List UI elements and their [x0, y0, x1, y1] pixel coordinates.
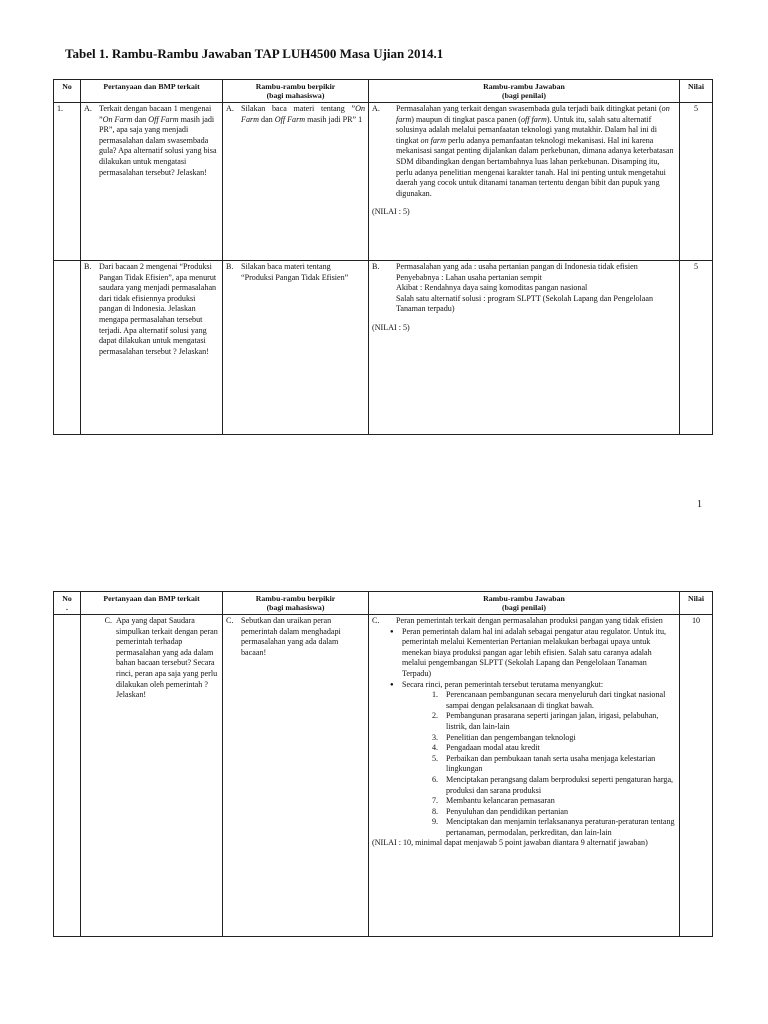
answer-table-page-1: [53, 79, 713, 435]
answer-cell: [369, 261, 680, 435]
list-item-text: Penyuluhan dan pendidikan pertanian: [446, 806, 569, 816]
answer-text-italic: on farm: [396, 104, 670, 124]
hint-cell: [223, 261, 369, 435]
table-title: Tabel 1. Rambu-Rambu Jawaban TAP LUH4500 Masa Ujian 2014.1: [65, 46, 444, 61]
score-cell: 10: [680, 615, 713, 937]
table-header-row: [54, 80, 713, 103]
question-label: A.: [84, 104, 92, 113]
list-item-number: 4.: [432, 743, 439, 753]
numbered-list-item: [432, 817, 676, 838]
header-rambu-berpikir-text: Rambu-rambu berpikir (bagi mahasiswa): [255, 594, 336, 612]
answer-text-italic: off farm: [520, 114, 547, 124]
row-number: 1.: [54, 103, 81, 261]
header-pertanyaan: Pertanyaan dan BMP terkait: [81, 592, 223, 615]
header-no: [54, 592, 81, 615]
question-text: [99, 104, 219, 178]
hint-cell: [223, 103, 369, 261]
answer-text: [396, 262, 676, 315]
numbered-list: [402, 690, 676, 838]
list-item-number: 5.: [432, 753, 439, 763]
header-rambu-jawaban-text: Rambu-rambu Jawaban (bagi penilai): [483, 82, 565, 100]
header-no: No: [54, 80, 81, 103]
table-header-row: [54, 592, 713, 615]
bullet-text: Peran pemerintah dalam hal ini adalah sebagai pengatur atau regulator. Untuk itu, pemerintah melalui Kementerian Pertanian melakukan berbagai upaya untuk menekan biaya produksi pangan agar lebih efisien. Salah satu caranya adalah melalui pengembangan SLPTT (Sekolah Lapang dan Pengelolaan Tanaman Terpadu): [402, 626, 667, 678]
header-rambu-jawaban-text: Rambu-rambu Jawaban (bagi penilai): [483, 594, 565, 612]
list-item-number: 8.: [432, 806, 439, 816]
header-no-text: No .: [62, 594, 72, 612]
hint-text: Silakan baca materi tentang “Produksi Pangan Tidak Efisien”: [241, 262, 349, 282]
list-item-number: 6.: [432, 774, 439, 784]
list-item-number: 3.: [432, 732, 439, 742]
answer-label: C.: [372, 616, 380, 625]
answer-table-page-2: [53, 591, 713, 937]
header-rambu-berpikir-text: Rambu-rambu berpikir (bagi mahasiswa): [255, 82, 336, 100]
bullet-item: [390, 680, 676, 839]
list-item-text: Menciptakan perangsang dalam berproduksi seperti pengaturan harga, produksi dan sarana produksi: [446, 774, 674, 795]
hint-text: Sebutkan dan uraikan peran pemerintah dalam menghadapi permasalahan yang ada dalam bacaan!: [241, 616, 341, 657]
answer-text-italic: on farm: [420, 135, 446, 145]
numbered-list-item: [432, 690, 676, 711]
header-rambu-jawaban: [369, 80, 680, 103]
numbered-list-item: [432, 711, 676, 732]
table-row: [54, 261, 713, 435]
answer-score-note: (NILAI : 5): [372, 207, 410, 217]
question-cell: [81, 103, 223, 261]
question-text-part: dan: [132, 114, 149, 124]
bullet-text: Secara rinci, peran pemerintah tersebut terutama menyangkut:: [402, 679, 604, 689]
answer-score-note: (NILAI : 10, minimal dapat menjawab 5 point jawaban diantara 9 alternatif jawaban): [372, 838, 648, 848]
answer-line: Permasalahan yang ada : usaha pertanian pangan di Indonesia tidak efisien: [396, 262, 638, 271]
numbered-list-item: [432, 733, 676, 744]
hint-text: [241, 104, 365, 125]
list-item-text: Pembangunan prasarana seperti jaringan jalan, irigasi, pelabuhan, listrik, dan lain-lain: [446, 711, 659, 731]
list-item-number: 9.: [432, 817, 439, 827]
hint-label: A.: [226, 104, 234, 113]
numbered-list-item: [432, 754, 676, 775]
hint-label: C.: [226, 616, 234, 625]
hint-cell: [223, 615, 369, 937]
list-item-number: 7.: [432, 796, 439, 806]
hint-label: B.: [226, 262, 234, 271]
answer-label: B.: [372, 262, 380, 271]
row-number: [54, 615, 81, 937]
question-cell: [81, 261, 223, 435]
hint-text-italic: Off Farm: [274, 114, 306, 124]
answer-line: Salah satu alternatif solusi : program SLPTT (Sekolah Lapang dan Pengelolaan Tanaman terpadu): [396, 293, 653, 314]
row-number: [54, 261, 81, 435]
header-pertanyaan: Pertanyaan dan BMP terkait: [81, 80, 223, 103]
answer-score-note: (NILAI : 5): [372, 322, 410, 332]
answer-text-part: perlu adanya pemanfaatan teknologi mekanisasi. Hal ini karena mekanisasi sangat penting dijalankan dalam perkebunan, dimana adanya keterbatasan SDM dibandingkan dengan bertambahnya luas lahan perkebunan. Disamping itu, perlu adanya penelitian mengenai karakter tanah. Hal ini penting untuk mengetahui daerah yang cocok untuk ditanami tanaman tertentu dengan bibit dan pupuk yang digunakan.: [396, 135, 674, 198]
question-label: C.: [104, 616, 112, 625]
question-text-part: Terkait dengan bacaan 1 mengenai ”: [99, 104, 212, 124]
numbered-list-item: [432, 796, 676, 807]
answer-text-part: Permasalahan yang terkait dengan swasembada gula terjadi baik ditingkat petani (: [396, 104, 662, 113]
header-nilai: Nilai: [680, 80, 713, 103]
answer-text: [396, 104, 676, 199]
answer-text-part: ) maupun di tingkat pasca panen (: [411, 114, 521, 124]
question-label: B.: [84, 262, 92, 271]
list-item-text: Menciptakan dan menjamin terlaksananya peraturan-peraturan tentang pertanaman, permodalan, perkreditan, dan lain-lain: [446, 817, 675, 837]
hint-text-part: masih jadi PR” 1: [305, 114, 363, 124]
score-cell: 5: [680, 261, 713, 435]
hint-text-italic: On Farm: [241, 104, 365, 124]
answer-intro: Peran pemerintah terkait dengan permasalahan produksi pangan yang tidak efisien: [396, 616, 663, 625]
answer-text-part: ). Untuk itu, salah satu alternatif solusinya adalah melalui pemanfaatan teknologi yang mutakhir. Dalam hal ini di tingkat: [396, 114, 657, 145]
list-item-text: Perbaikan dan pembukaan tanah serta usaha menjaga kelestarian lingkungan: [446, 753, 656, 774]
answer-line: Penyebabnya : Lahan usaha pertanian sempit: [396, 272, 542, 282]
header-rambu-jawaban: [369, 592, 680, 615]
answer-line: Akibat : Rendahnya daya saing komoditas pangan nasional: [396, 283, 588, 293]
score-cell: 5: [680, 103, 713, 261]
list-item-text: Penelitian dan pengembangan teknologi: [446, 732, 576, 742]
list-item-number: 1.: [432, 690, 439, 700]
numbered-list-item: [432, 775, 676, 796]
list-item-text: Membantu kelancaran pemasaran: [446, 796, 555, 806]
answer-bullet-list: [372, 627, 676, 839]
hint-text-part: dan: [259, 114, 275, 124]
page-number: 1: [697, 499, 702, 510]
question-text-part: masih jadi PR”, apa saja yang menjadi permasalahan dalam swasembada gula? Apa alternatif solusi yang bisa dilakukan untuk mengatasi permasalahan tersebut? Jelaskan!: [99, 114, 217, 177]
table-row: [54, 103, 713, 261]
header-nilai: Nilai: [680, 592, 713, 615]
answer-cell: [369, 615, 680, 937]
question-cell: [81, 615, 223, 937]
question-text: Dari bacaan 2 mengenai “Produksi Pangan Tidak Efisien”, apa menurut saudara yang menjadi permasalahan dari tidak efisiennya produksi pangan di Indonesia. Jelaskan mengapa permasalahan tersebut terjadi. Apa alternatif solusi yang dapat dilakukan untuk mengatasi permasalahan tersebut ? Jelaskan!: [99, 262, 217, 356]
header-rambu-berpikir: [223, 592, 369, 615]
answer-cell: [369, 103, 680, 261]
bullet-item: [390, 627, 676, 680]
question-text-italic: Off Farm: [148, 114, 179, 124]
list-item-text: Perencanaan pembangunan secara menyeluruh dari tingkat nasional sampai dengan pelaksanaan di tingkat bawah.: [446, 690, 666, 710]
question-text: Apa yang dapat Saudara simpulkan terkait dengan peran pemerintah terhadap permasalahan yang ada dalam bahan bacaan tersebut? Secara rinci, peran apa saja yang perlu dilakukan oleh pemerintah ? Jelaskan!: [116, 616, 218, 700]
question-text-italic: On Farm: [102, 114, 133, 124]
numbered-list-item: [432, 807, 676, 818]
table-row: [54, 615, 713, 937]
list-item-text: Pengadaan modal atau kredit: [446, 743, 540, 753]
numbered-list-item: [432, 743, 676, 754]
header-rambu-berpikir: [223, 80, 369, 103]
list-item-number: 2.: [432, 711, 439, 721]
hint-text-part: Silakan baca materi tentang ”: [241, 104, 356, 113]
answer-label: A.: [372, 104, 380, 113]
